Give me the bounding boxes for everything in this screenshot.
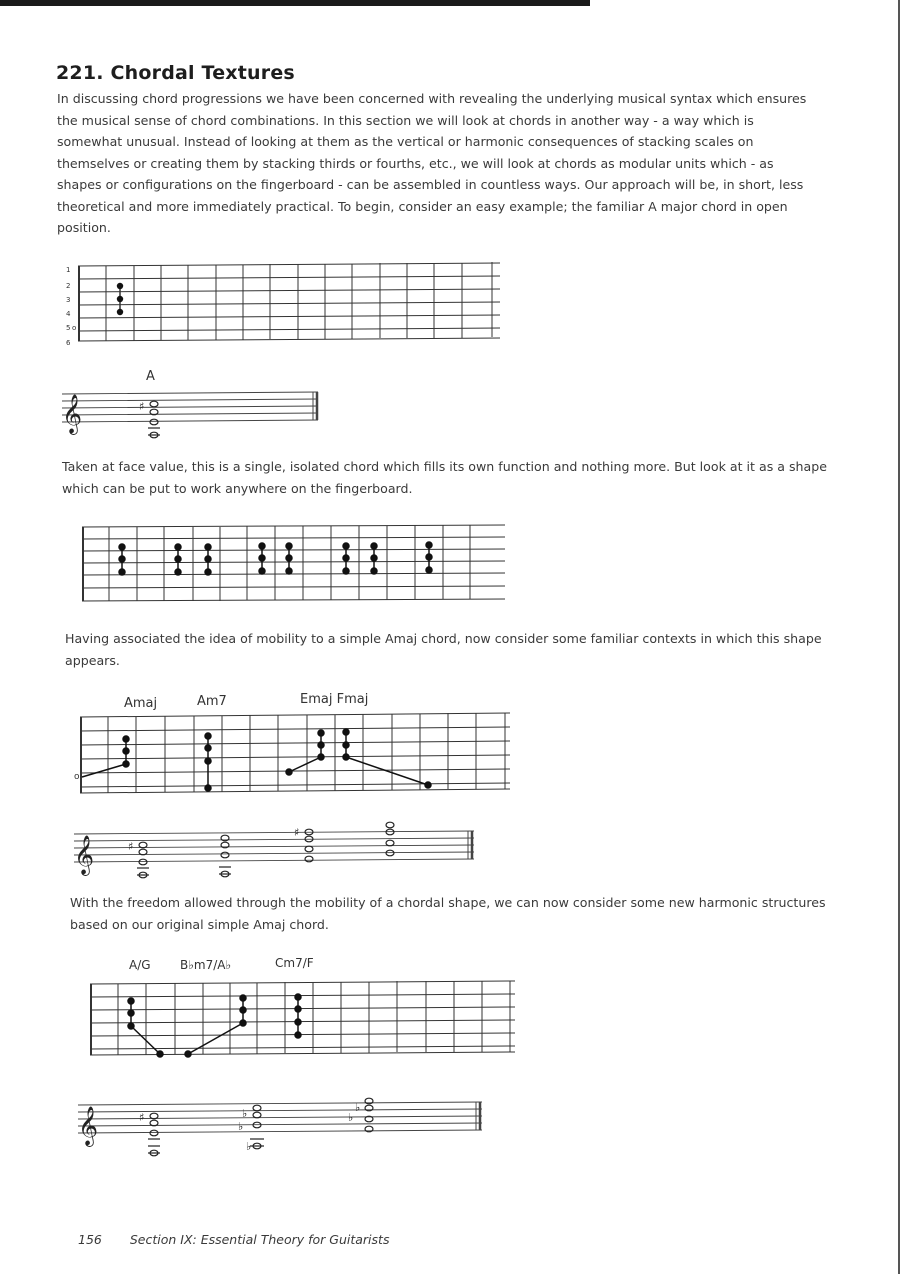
- open-string-marker: o: [72, 324, 77, 332]
- string-number: 2: [66, 282, 71, 290]
- sharp-icon: ♯: [139, 400, 145, 413]
- fretboard-diagram-new-structures: [90, 981, 515, 1055]
- chord-label-bbm7-over-ab: B♭m7/A♭: [180, 958, 232, 972]
- chord-label-am7: Am7: [197, 694, 227, 709]
- fretboard-diagram-open-a: [78, 262, 500, 341]
- treble-clef-icon: 𝄞: [62, 394, 83, 434]
- chord-label-cm7-over-f: Cm7/F: [275, 956, 314, 970]
- finger-dot: [117, 296, 123, 302]
- chord-label-a: A: [146, 369, 155, 384]
- open-a-finger-dots: [117, 283, 123, 315]
- face-value-paragraph: Taken at face value, this is a single, isolated chord which fills its own function and nothing more. But look at it as a shape which can be put to work anywhere on the fingerboard.: [62, 459, 827, 496]
- flat-icon: ♭: [355, 1101, 361, 1114]
- chord-notes-open-a: [148, 401, 160, 438]
- freedom-paragraph: With the freedom allowed through the mobility of a chordal shape, we can now consider some new harmonic structures based on our original simple Amaj chord.: [70, 895, 826, 932]
- mobility-paragraph: Having associated the idea of mobility to a simple Amaj chord, now consider some familiar contexts in which this shape appears.: [65, 631, 822, 668]
- sharp-icon: ♯: [294, 826, 300, 839]
- open-string-marker: o: [74, 772, 80, 782]
- sharp-icon: ♯: [139, 1111, 145, 1124]
- music-staff-open-a: [62, 392, 318, 422]
- flat-icon: ♭: [238, 1120, 244, 1133]
- footer-section-title: Section IX: Essential Theory for Guitarists: [129, 1232, 390, 1247]
- finger-dot: [117, 309, 123, 315]
- chord-label-amaj: Amaj: [124, 696, 158, 711]
- string-number: 1: [66, 266, 71, 274]
- fretboard-diagram-contexts: [80, 713, 510, 793]
- finger-dot: [117, 283, 123, 289]
- flat-icon: ♭: [246, 1140, 252, 1153]
- flat-icon: ♭: [348, 1111, 354, 1124]
- page-footer: [78, 1232, 389, 1247]
- treble-clef-icon: 𝄞: [78, 1106, 99, 1146]
- context-chord-notes: [137, 822, 394, 878]
- string-number-labels: [66, 266, 76, 347]
- section-number: 221.: [56, 62, 104, 84]
- string-number: 3: [66, 296, 71, 304]
- flat-icon: ♭: [242, 1107, 248, 1120]
- string-number: 5: [66, 324, 71, 332]
- section-title: Chordal Textures: [110, 62, 295, 84]
- chord-label-a-over-g: A/G: [129, 958, 151, 972]
- intro-paragraph: In discussing chord progressions we have been concerned with revealing the underlying musical syntax which ensures the musical sense of chord combinations. In this section we will look at chords in another way - a way which is somewhat unusual. Instead of looking at them as the vertical or harmonic consequences of stacking scales on themselves or creating them by stacking thirds or fourths, etc., we will look at chords as modular units which - as shapes or configurations on the fingerboard - can be assembled in countless ways. Our approach will be, in short, less theoretical and more immediately practical. To begin, consider an easy example; the familiar A major chord in open position.: [57, 91, 807, 235]
- page-number: 156: [78, 1232, 102, 1247]
- string-number: 4: [66, 310, 71, 318]
- fretboard-diagram-mobile-shape: [82, 525, 505, 601]
- context-finger-dots: [82, 729, 431, 791]
- treble-clef-icon: 𝄞: [74, 835, 95, 875]
- music-staff-contexts: [74, 831, 474, 862]
- new-structure-chord-labels: [129, 956, 314, 972]
- new-structure-chord-notes: [148, 1098, 373, 1156]
- context-chord-labels: [124, 692, 368, 711]
- string-number: 6: [66, 339, 71, 347]
- chord-label-emaj-fmaj: Emaj Fmaj: [300, 692, 369, 707]
- sharp-icon: ♯: [128, 840, 134, 853]
